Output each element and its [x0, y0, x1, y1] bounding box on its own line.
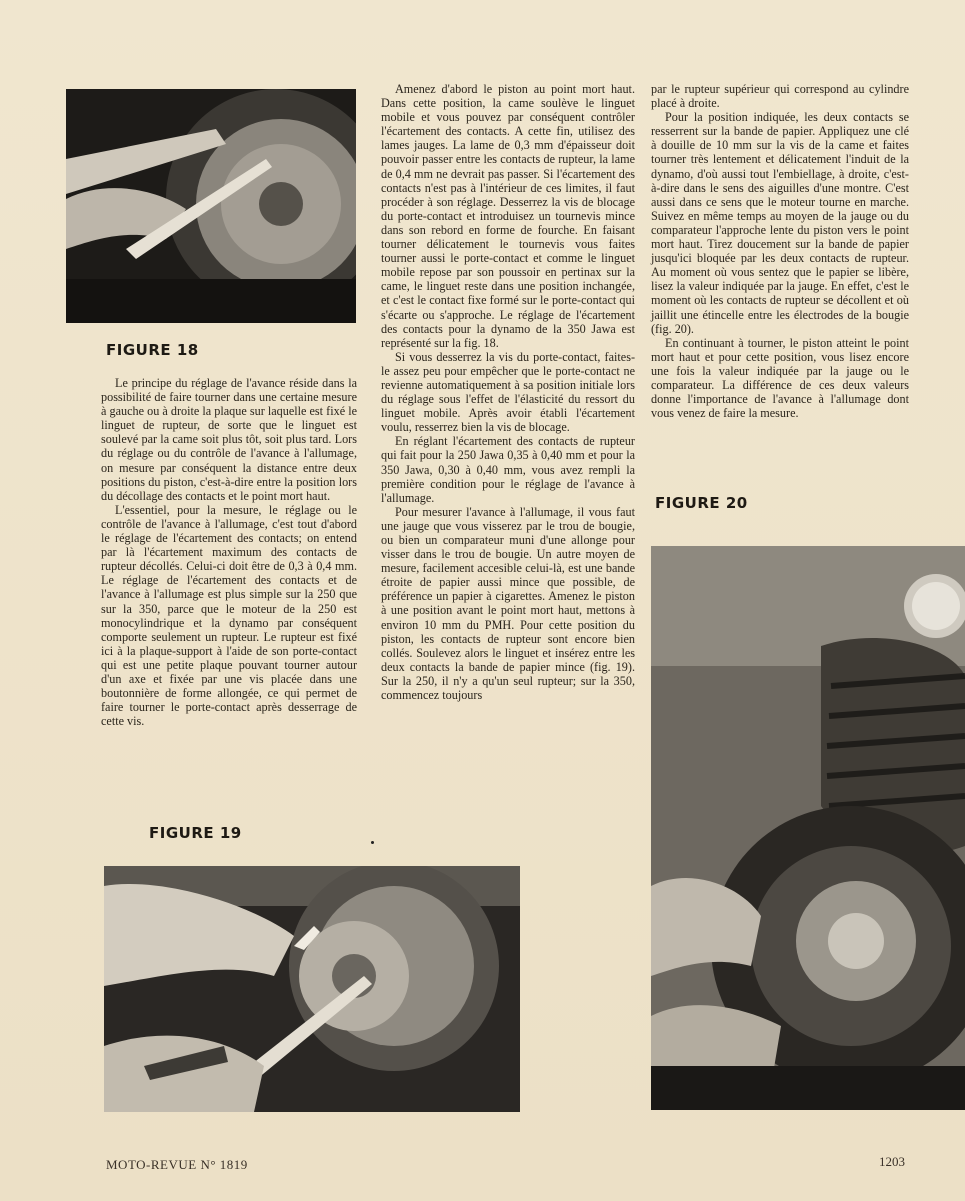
paragraph: En continuant à tourner, le piston atteint le point mort haut et pour cette position, vous lisez encore une fois la valeur indiquée par la jauge ou le comparateur. La différence de ces deux valeurs donne l'importance de l'avance à l'allumage dont vous venez de faire la mesure.: [651, 335, 909, 421]
figure-18-photo: [66, 89, 356, 323]
paragraph: Pour la position indiquée, les deux contacts se resserrent sur la bande de papier. Appliquez une clé à douille de 10 mm sur la vis de la came et faites tourner très lentement et délicatement l'induit de la dynamo, d'où aussi tout l'embiellage, à droite, c'est-à-dire dans le sens des aiguilles d'une montre. C'est aussi dans ce sens que le moteur tourne en marche. Suivez en même temps au moyen de la jauge ou du comparateur l'approche lente du piston vers le point mort haut. Tirez doucement sur la bande de papier jusqu'ici bloquée par les deux contacts de rupteur. Au moment où vous sentez que le papier se libère, lisez la valeur indiquée par la jauge. En effet, c'est le moment où les contacts de rupteur se décollent et où jaillit une étincelle entre les électrodes de la bougie (fig. 20).: [651, 110, 909, 336]
magazine-footer: MOTO-REVUE N° 1819: [106, 1157, 248, 1172]
paragraph: Amenez d'abord le piston au point mort haut. Dans cette position, la came soulève le linguet mobile et vous pouvez par conséquent contrôler l'écartement des contacts. A cette fin, utilisez des lames jauges. La lame de 0,3 mm d'épaisseur doit pouvoir passer entre les contacts de rupteur, la lame de 0,4 mm ne devrait pas passer. Si l'écartement des contacts n'est pas à l'intérieur de ces limites, il faut procéder à son réglage. Desserrez la vis de blocage du porte-contact et introduisez un tournevis mince dans son rebord en forme de fourche. En faisant tourner délicatement le tournevis vous faites tourner aussi le porte-contact et comme le linguet mobile repose par son poussoir en pertinax sur la came, le linguet reste dans une position inchangée, et c'est le contact fixe formé sur le porte-contact qui s'écarte ou s'approche. Le réglage de l'écartement des contacts pour la dynamo de la 350 Jawa est représenté sur la fig. 18.: [381, 82, 635, 350]
figure-19-illustration: [104, 866, 520, 1112]
paragraph: Le principe du réglage de l'avance réside dans la possibilité de faire tourner dans une certaine mesure à gauche ou à droite la plaque sur laquelle est fixé le linguet de rupteur, de sorte que le linguet est soulevé par la came soit plus tôt, soit plus tard. Lors du réglage ou du contrôle de l'avance à l'allumage, on mesure par conséquent la distance entre deux positions du piston, c'est-à-dire entre la position lors du décollage des contacts et le point mort haut.: [101, 376, 357, 503]
left-column-text: [101, 376, 357, 728]
paragraph: Pour mesurer l'avance à l'allumage, il vous faut une jauge que vous visserez par le trou de bougie, ou bien un comparateur muni d'une allonge pour visser dans le trou de bougie. Un autre moyen de mesure, facilement accesible celui-là, est une bande étroite de papier aussi mince que possible, de préférence un papier à cigarettes. Amenez le piston à une position avant le point mort haut, mettons à environ 10 mm du PMH. Pour cette position du piston, les contacts de rupteur sont encore bien collés. Soulevez alors le linguet et insérez entre les deux contacts la bande de papier mince (fig. 19). Sur la 250, il n'y a qu'un seul rupteur; sur la 350, commencez toujours: [381, 504, 635, 703]
paragraph: Si vous desserrez la vis du porte-contact, faites-le assez peu pour empêcher que le porte-contact ne revienne automatiquement à sa position initiale lors du réglage sous l'effet de l'élasticité du ressort du linguet mobile. Après avoir établi l'écartement voulu, resserrez bien la vis de blocage.: [381, 349, 635, 435]
figure-18-caption: FIGURE 18: [106, 341, 199, 359]
printing-speck: [371, 841, 374, 844]
figure-19-photo: [104, 866, 520, 1112]
paragraph: L'essentiel, pour la mesure, le réglage ou le contrôle de l'avance à l'allumage, c'est tout d'abord le réglage de l'écartement des contacts; on entend par là l'écartement maximum des contacts de rupteur décollés. Celui-ci doit être de 0,3 à 0,4 mm. Le réglage de l'écartement des contacts et de l'avance à l'allumage est plus simple sur la 250 que sur la 350, parce que le moteur de la 250 est monocylindrique et la dynamo par conséquent comporte seulement un rupteur. Le rupteur est fixé ici à la plaque-support à l'aide de son porte-contact qui est une petite plaque pouvant tourner autour d'un axe et fixée par une vis placée dans une boutonnière de forme allongée, ce qui permet de faire tourner le porte-contact après desserrage de cette vis.: [101, 502, 357, 729]
figure-19-caption: FIGURE 19: [149, 824, 242, 842]
paragraph: par le rupteur supérieur qui correspond au cylindre placé à droite.: [651, 82, 909, 111]
figure-18-illustration: [66, 89, 356, 323]
right-column-text: [651, 82, 909, 420]
middle-column-text: [381, 82, 635, 702]
figure-20-photo: [651, 546, 965, 1110]
figure-20-caption: FIGURE 20: [655, 494, 748, 512]
figure-20-illustration: [651, 546, 965, 1110]
page-number: 1203: [879, 1154, 905, 1169]
paragraph: En réglant l'écartement des contacts de rupteur qui fait pour la 250 Jawa 0,35 à 0,40 mm et pour la 350 Jawa, 0,30 à 0,40 mm, vous avez rempli la première condition pour le réglage de l'avance à l'allumage.: [381, 434, 635, 505]
